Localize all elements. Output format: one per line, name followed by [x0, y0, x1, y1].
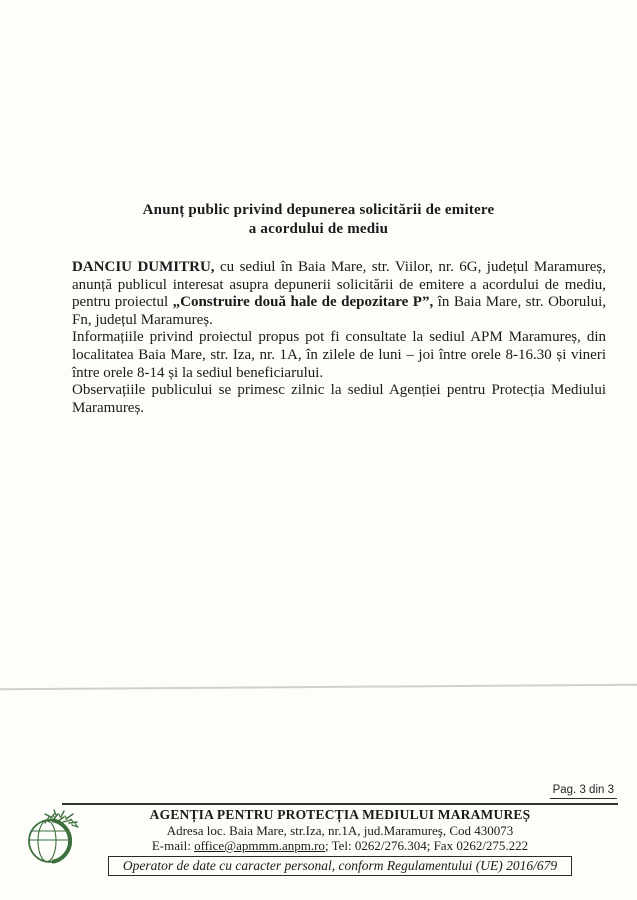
announcement-body — [72, 259, 606, 417]
title-line-1: Anunț public privind depunerea solicitării de emitere — [142, 202, 495, 218]
agency-address: Adresa loc. Baia Mare, str.Iza, nr.1A, jud.Maramureş, Cod 430073 — [166, 823, 514, 838]
agency-name: AGENȚIA PENTRU PROTECȚIA MEDIULUI MARAMUREȘ — [149, 807, 531, 822]
paragraph-applicant — [72, 259, 606, 329]
applicant-name: DANCIU DUMITRU, — [72, 259, 215, 275]
observations-text: Observațiile publicului se primesc zilnic la sediul Agenției pentru Protecția Mediului Maramureș. — [72, 382, 606, 416]
project-name: „Construire două hale de depozitare P”, — [172, 294, 434, 311]
paragraph-observations — [72, 382, 606, 417]
paragraph-consultation — [72, 329, 606, 382]
agency-contact — [62, 838, 618, 853]
page-number: Pag. 3 din 3 — [550, 784, 617, 799]
applicant-details: cu sediul în Baia Mare, str. Viilor, nr. 6G, județul Maramureș, anunță publicul interesat asupra depunerii solicitării de emitere a acordului de mediu, pentru proiectul — [72, 259, 606, 311]
phone-fax: ; Tel: 0262/276.304; Fax 0262/275.222 — [324, 838, 529, 853]
gdpr-notice-text: Operator de date cu caracter personal, conform Regulamentului (UE) 2016/679 — [122, 858, 558, 873]
title-line-2: a acordului de mediu — [248, 221, 389, 237]
email-link: office@apmmm.anpm.ro — [194, 838, 325, 853]
footer-rule — [62, 803, 618, 805]
gdpr-notice-box — [108, 856, 572, 876]
page-title — [0, 201, 637, 239]
footer-block — [62, 806, 618, 876]
scan-divider-line — [0, 684, 637, 690]
consultation-text: Informațiile privind proiectul propus pot fi consultate la sediul APM Maramureș, din localitatea Baia Mare, str. Iza, nr. 1A, în zilele de luni – joi între orele 8-16.30 și vineri între orele 8-14 și la sediul beneficiarului. — [72, 329, 606, 381]
email-label: E-mail: — [151, 838, 195, 853]
project-location: în Baia Mare, str. Oborului, Fn, județul Maramureș. — [72, 294, 606, 328]
